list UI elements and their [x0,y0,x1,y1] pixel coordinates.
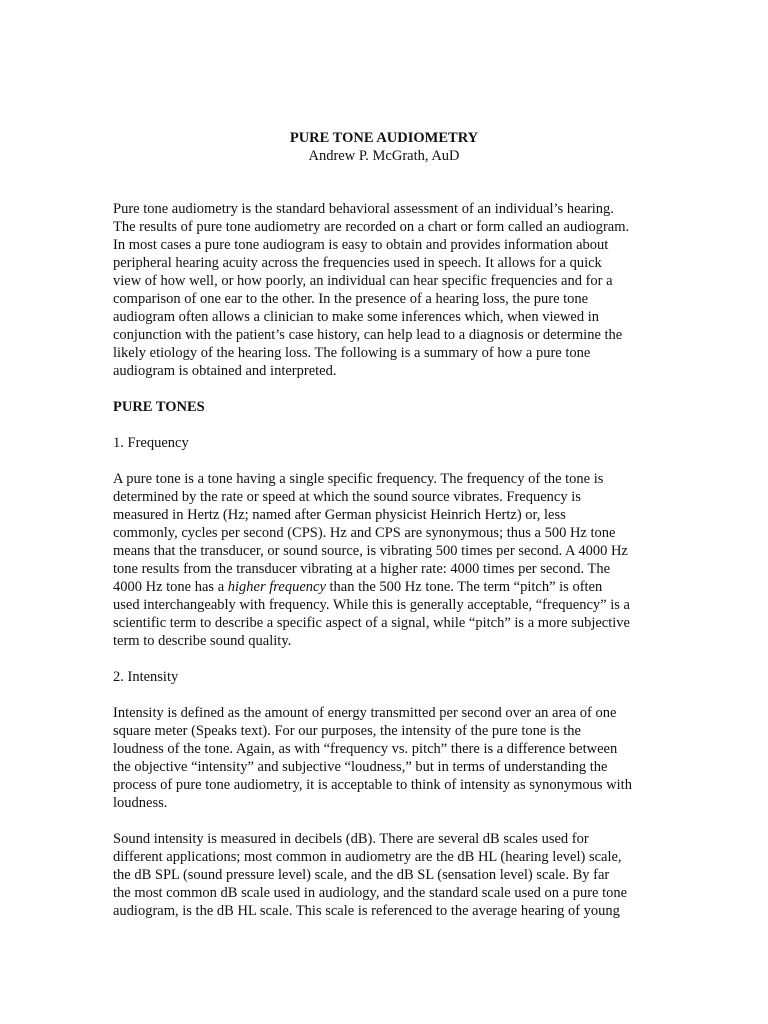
document-body [113,200,658,938]
intensity-heading: 2. Intensity [113,669,179,685]
text-line: comparison of one ear to the other. In the presence of a hearing loss, the pure tone [113,291,589,307]
title-block [0,129,768,165]
text-line: In most cases a pure tone audiogram is easy to obtain and provides information about [113,237,609,253]
text-line: peripheral hearing acuity across the frequencies used in speech. It allows for a quick [113,255,602,271]
text-line: The results of pure tone audiometry are recorded on a chart or form called an audiogram. [113,219,630,235]
text-line: Intensity is defined as the amount of energy transmitted per second over an area of one [113,705,617,721]
text-line: determined by the rate or speed at which the sound source vibrates. Frequency is [113,489,581,505]
emphasis-text: higher frequency [227,579,326,595]
text-line: different applications; most common in audiometry are the dB HL (hearing level) scale, [113,849,622,865]
text-line: Pure tone audiometry is the standard behavioral assessment of an individual’s hearing. [113,201,614,217]
frequency-heading: 1. Frequency [113,435,189,451]
text-line: scientific term to describe a specific aspect of a signal, while “pitch” is a more subjective [113,615,630,631]
decibels-paragraph [113,830,658,920]
text-line: the most common dB scale used in audiology, and the standard scale used on a pure tone [113,885,628,901]
text-line: the dB SPL (sound pressure level) scale, and the dB SL (sensation level) scale. By far [113,867,610,883]
intensity-paragraph [113,704,658,812]
text-run: 4000 Hz tone has a [113,579,228,595]
text-line-with-emphasis [113,578,658,596]
text-line: audiogram, is the dB HL scale. This scale is referenced to the average hearing of young [113,903,620,919]
text-line: A pure tone is a tone having a single specific frequency. The frequency of the tone is [113,471,604,487]
text-line: loudness of the tone. Again, as with “frequency vs. pitch” there is a difference between [113,741,618,757]
section-heading: PURE TONES [113,399,205,415]
text-line: process of pure tone audiometry, it is acceptable to think of intensity as synonymous with [113,777,632,793]
text-line: means that the transducer, or sound source, is vibrating 500 times per second. A 4000 Hz [113,543,628,559]
text-line: audiogram is obtained and interpreted. [113,363,337,379]
document-author: Andrew P. McGrath, AuD [308,148,460,164]
text-line: audiogram often allows a clinician to make some inferences which, when viewed in [113,309,599,325]
text-line: measured in Hertz (Hz; named after German physicist Heinrich Hertz) or, less [113,507,566,523]
text-line: view of how well, or how poorly, an individual can hear specific frequencies and for a [113,273,613,289]
text-line: loudness. [113,795,168,811]
document-title: PURE TONE AUDIOMETRY [289,130,479,146]
text-line: commonly, cycles per second (CPS). Hz and CPS are synonymous; thus a 500 Hz tone [113,525,616,541]
frequency-paragraph [113,470,658,650]
text-line: likely etiology of the hearing loss. The following is a summary of how a pure tone [113,345,591,361]
text-line: square meter (Speaks text). For our purposes, the intensity of the pure tone is the [113,723,581,739]
text-line: the objective “intensity” and subjective “loudness,” but in terms of understanding the [113,759,608,775]
text-line: Sound intensity is measured in decibels (dB). There are several dB scales used for [113,831,589,847]
text-line: tone results from the transducer vibrating at a higher rate: 4000 times per second. The [113,561,611,577]
intro-paragraph [113,200,658,380]
text-line: used interchangeably with frequency. While this is generally acceptable, “frequency” is a [113,597,630,613]
text-line: conjunction with the patient’s case history, can help lead to a diagnosis or determine the [113,327,623,343]
text-line: term to describe sound quality. [113,633,292,649]
text-run: than the 500 Hz tone. The term “pitch” is often [325,579,603,595]
